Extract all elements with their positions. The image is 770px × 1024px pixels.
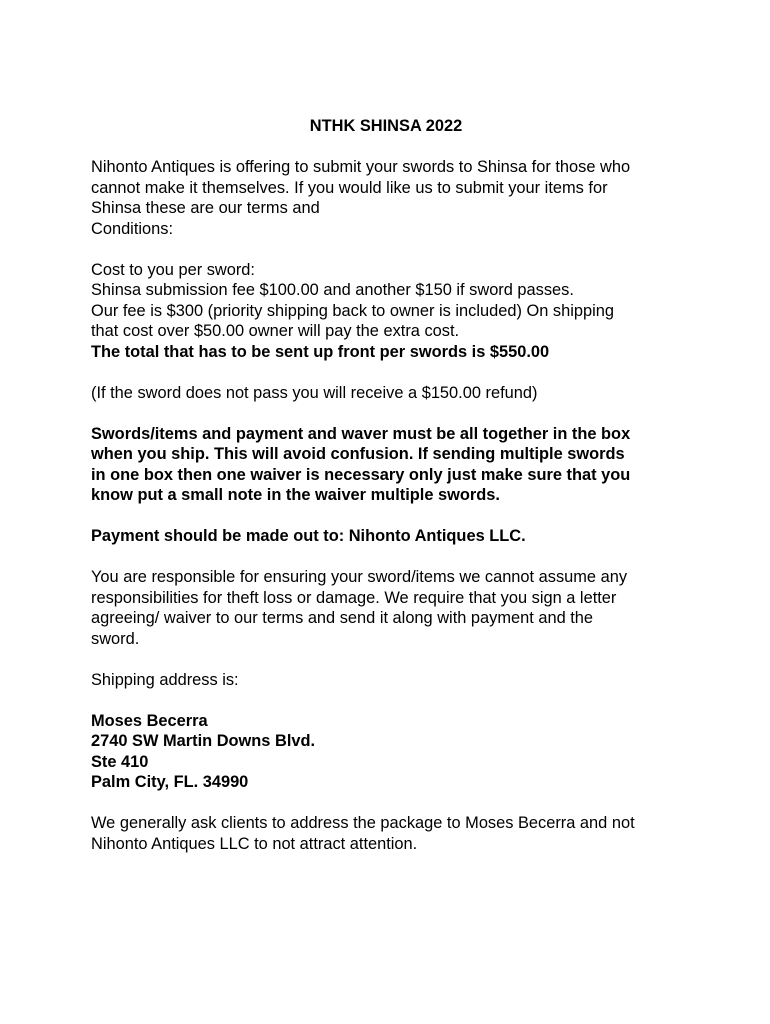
notice-line: in one box then one waiver is necessary only just make sure that you [91,465,631,484]
address-street: 2740 SW Martin Downs Blvd. [91,732,316,750]
cost-line: Our fee is $300 (priority shipping back to owner is included) On shipping [91,301,614,320]
intro-line: Nihonto Antiques is offering to submit your swords to Shinsa for those who [91,158,631,176]
intro-line: Conditions: [91,219,174,238]
cost-total-line: The total that has to be sent up front per swords is $550.00 [91,342,550,361]
cost-line: that cost over $50.00 owner will pay the extra cost. [91,322,460,340]
cost-heading: Cost to you per sword: [91,260,255,279]
closing-line: Nihonto Antiques LLC to not attract attention. [91,834,418,853]
address-suite: Ste 410 [91,752,149,771]
refund-note [91,383,691,404]
notice-line: know put a small note in the waiver multiple swords. [91,486,500,504]
responsibility-line: responsibilities for theft loss or damage. We require that you sign a letter [91,588,617,607]
notice-line: Swords/items and payment and waver must be all together in the box [91,424,631,443]
responsibility-paragraph [91,567,691,649]
cost-line: Shinsa submission fee $100.00 and another $150 if sword passes. [91,281,574,299]
shipping-address [91,711,691,793]
responsibility-line: agreeing/ waiver to our terms and send it along with payment and the [91,609,594,627]
intro-line: cannot make it themselves. If you would like us to submit your items for [91,178,608,197]
responsibility-line: sword. [91,629,140,648]
payment-instructions [91,526,691,547]
responsibility-line: You are responsible for ensuring your sword/items we cannot assume any [91,568,628,586]
cost-paragraph [91,260,691,363]
address-city: Palm City, FL. 34990 [91,773,249,791]
document-page [91,116,691,875]
address-name: Moses Becerra [91,711,208,730]
shipping-label: Shipping address is: [91,670,239,689]
document-title: NTHK SHINSA 2022 [309,117,463,135]
intro-line: Shinsa these are our terms and [91,199,320,217]
closing-paragraph [91,813,691,854]
notice-line: when you ship. This will avoid confusion. If sending multiple swords [91,445,625,463]
refund-line: (If the sword does not pass you will receive a $150.00 refund) [91,383,538,402]
payment-line: Payment should be made out to: Nihonto Antiques LLC. [91,527,526,545]
shipping-label-paragraph [91,670,691,691]
intro-paragraph [91,157,691,239]
together-notice [91,424,691,506]
closing-line: We generally ask clients to address the package to Moses Becerra and not [91,814,635,832]
